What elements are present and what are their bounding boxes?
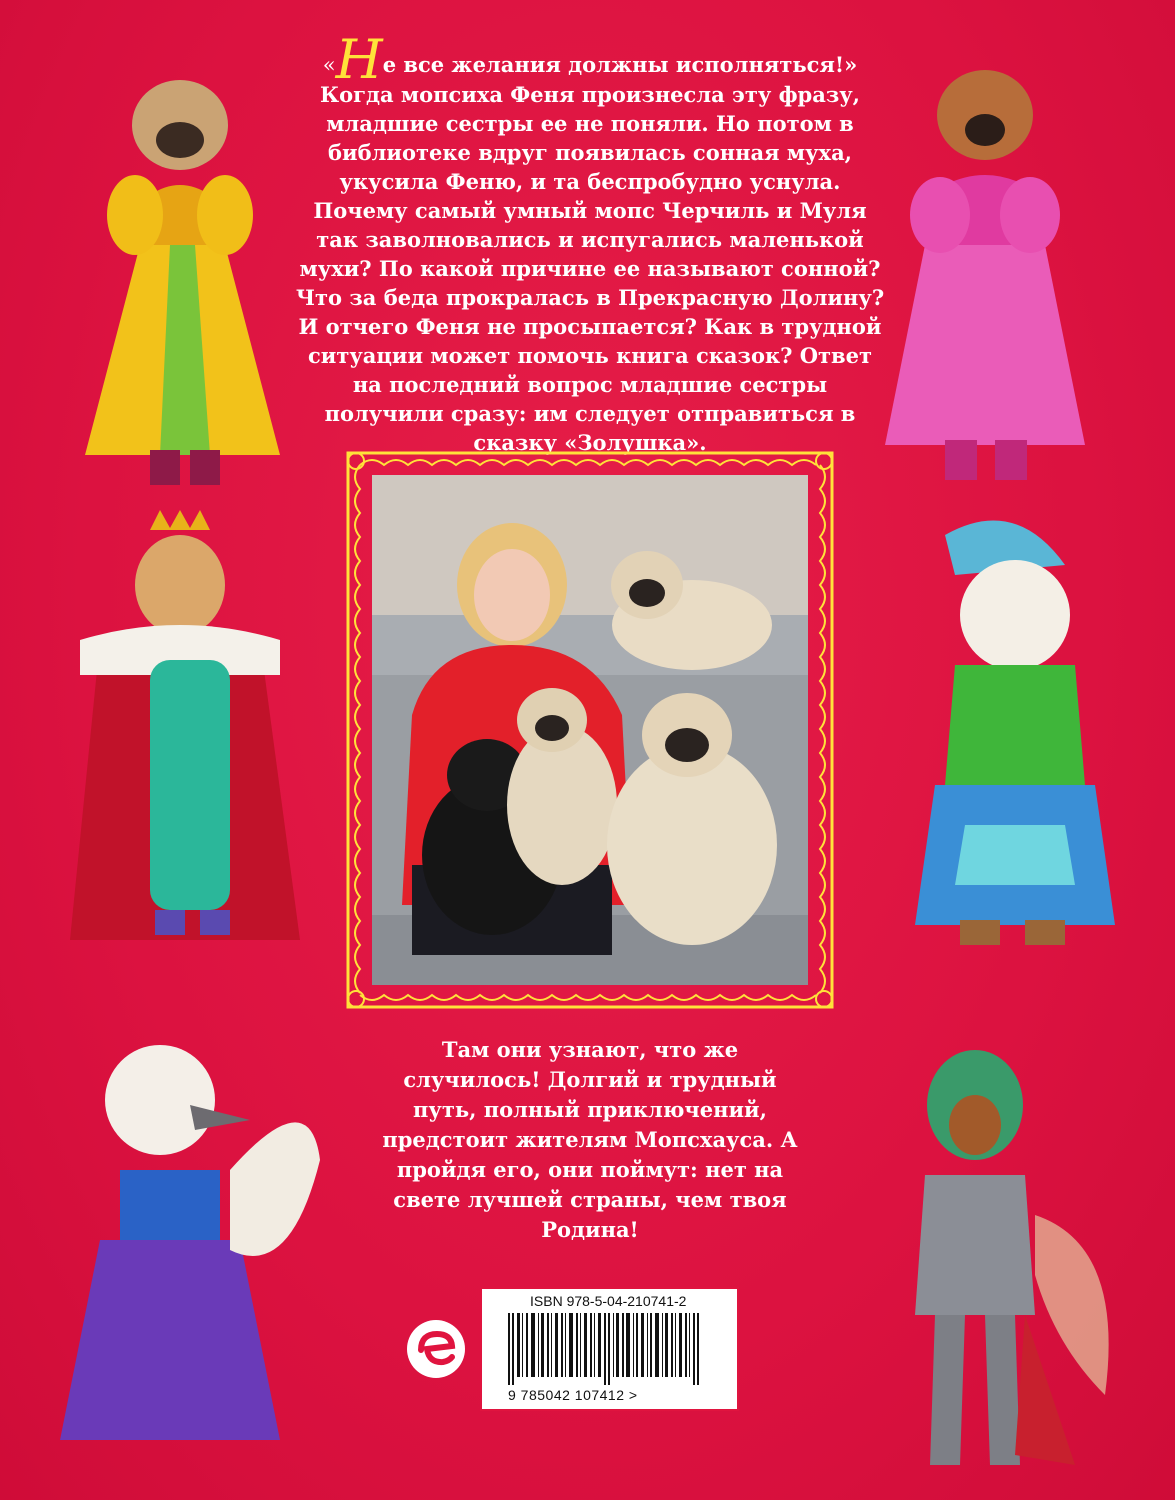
- barcode-panel: [480, 1287, 739, 1411]
- closing-text: Там они узнают, что же случилось! Долгий и трудный путь, полный приключений, предстоит жителям Мопсхауса. А пройдя его, они поймут: нет на свете лучшей страны, чем твоя Родина!: [382, 1037, 798, 1242]
- open-quote: «: [322, 53, 336, 77]
- blurb-body: Когда мопсиха Феня произнесла эту фразу, младшие сестры ее не поняли. Но потом в библиотеке вдруг появилась сонная муха, укусила Феню, и та беспробудно уснула. Почему самый умный мопс Черчиль и Муля так заволновались и испугались маленькой мухи? По какой причине ее называют сонной? Что за беда прокралась в Прекрасную Долину? И отчего Феня не просыпается? Как в трудной ситуации может помочь книга сказок? Ответ на последний вопрос младшие сестры получили сразу: им следует отправиться в сказку «Золушка».: [295, 82, 885, 455]
- author-photo: [372, 475, 808, 985]
- blurb-first-line-rest: е все желания должны исполняться!»: [382, 52, 858, 77]
- fly-knight-armor: [835, 1015, 1135, 1490]
- barcode-digits: 9 785042 107412 >: [508, 1387, 638, 1403]
- isbn-text: ISBN 978-5-04-210741-2: [530, 1293, 687, 1309]
- author-photo-illustration: [372, 475, 808, 985]
- dropcap-letter: Н: [335, 28, 383, 91]
- blurb-first-line: [290, 28, 890, 91]
- pug-lady-yellow-dress: [70, 55, 300, 495]
- goose-lady-blue-dress: [50, 1020, 330, 1480]
- dog-lady-pink-dress: [845, 55, 1105, 495]
- fairy-dog-glass-slipper: [865, 505, 1115, 955]
- publisher-logo-icon: [405, 1318, 467, 1380]
- blurb-text: [290, 28, 890, 457]
- barcode-bars: [508, 1313, 713, 1385]
- king-dog-crown: [60, 510, 310, 960]
